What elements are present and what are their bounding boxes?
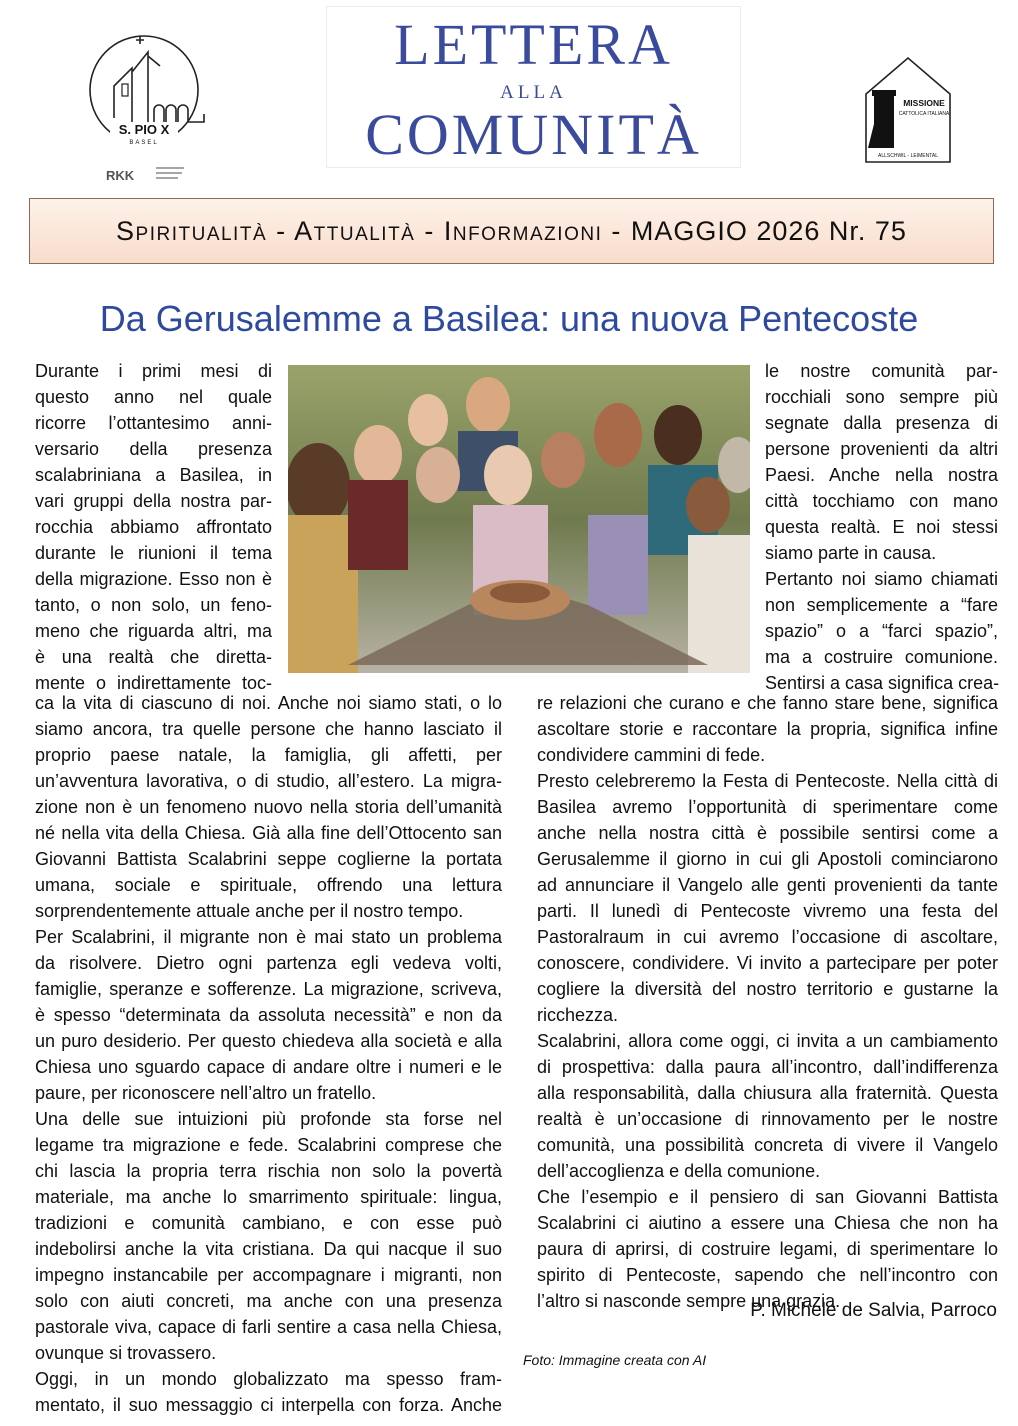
text-line: tanto, o non solo, un feno- bbox=[35, 595, 272, 615]
text-line: siamo parte in causa. bbox=[765, 543, 937, 563]
photo-caption: Foto: Immagine creata con AI bbox=[523, 1352, 707, 1368]
text-line: rocchiali sono sempre più bbox=[765, 387, 998, 407]
text-line: Basilea avremo l’opportunità di sperimentare come bbox=[537, 797, 998, 817]
text-line: zione non è un fenomeno nuovo nella storia dell’umanità bbox=[35, 797, 502, 817]
text-line: scalabriniana a Basilea, in bbox=[35, 465, 272, 485]
text-line: proprio paese natale, la famiglia, gli affetti, per bbox=[35, 745, 502, 765]
text-line: spirito di Pentecoste, sapendo che nell’incontro con bbox=[537, 1265, 998, 1285]
author-signature: P. Michele de Salvia, Parroco bbox=[750, 1300, 997, 1321]
logo-right-line2: CATTOLICA ITALIANA bbox=[898, 111, 950, 117]
text-line: è spesso “determinata da assoluta necessità” e non da bbox=[35, 1005, 502, 1025]
text-line: un puro desiderio. Per questo chiedeva alla società e alla bbox=[35, 1031, 502, 1051]
text-line: re relazioni che curano e che fanno stare bene, significa bbox=[537, 693, 998, 713]
text-line: famiglie, speranze e sofferenze. La migrazione, scriveva, bbox=[35, 979, 502, 999]
text-line: né nella vita della Chiesa. Già alla fine dell’Ottocento san bbox=[35, 823, 502, 843]
text-line: cogliere la diversità del nostro territorio e gustarne la bbox=[537, 979, 998, 999]
text-line: ad annunciare il Vangelo alle genti provenienti da tante bbox=[537, 875, 998, 895]
text-line: Sentirsi a casa significa crea- bbox=[765, 673, 1000, 693]
text-line: Pastoralraum in cui avremo l’occasione di ascoltare, bbox=[537, 927, 998, 947]
text-line: chi lascia la propria terra rischia non solo la povertà bbox=[35, 1161, 502, 1181]
masthead-line-2: ALLA bbox=[500, 82, 567, 103]
issue-banner bbox=[29, 198, 994, 264]
article-column-left-top bbox=[35, 358, 272, 696]
text-line: città tocchiamo con mano bbox=[765, 491, 998, 511]
masthead-line-3: COMUNITÀ bbox=[365, 102, 702, 167]
masthead-line-1: LETTERA bbox=[394, 12, 673, 77]
text-line: materiale, ma anche lo smarrimento spirituale: lingua, bbox=[35, 1187, 502, 1207]
text-line: anche nella nostra città è possibile sentirsi come a bbox=[537, 823, 998, 843]
article-column-left-bottom bbox=[35, 690, 502, 1418]
text-line: Scalabrini ci aiutino a essere una Chiesa che non ha bbox=[537, 1213, 998, 1233]
text-line: Scalabrini, allora come oggi, ci invita a un cambiamento bbox=[537, 1031, 998, 1051]
logo-left-name: S. PIO X bbox=[118, 122, 170, 137]
text-line: legame tra migrazione e fede. Scalabrini comprese che bbox=[35, 1135, 502, 1155]
text-line: Oggi, in un mondo globalizzato ma spesso fram- bbox=[35, 1369, 502, 1389]
text-line: segnate dalla presenza di bbox=[765, 413, 998, 433]
text-line: paure, per riconoscere nell’altro un fratello. bbox=[35, 1083, 377, 1103]
text-line: Giovanni Battista Scalabrini seppe coglierne la portata bbox=[35, 849, 502, 869]
parish-logo-s-pio-x bbox=[84, 26, 214, 186]
text-line: spazio” o a “farci spazio”, bbox=[765, 621, 998, 641]
text-line: meno che riguarda altri, ma bbox=[35, 621, 272, 641]
banner-issue: MAGGIO 2026 Nr. 75 bbox=[630, 216, 907, 246]
text-line: sorprendentemente attuale anche per il nostro tempo. bbox=[35, 901, 464, 921]
text-line: ma a costruire comunione. bbox=[765, 647, 998, 667]
text-line: pastorale viva, capace di farli sentire a casa nella Chiesa, bbox=[35, 1317, 502, 1337]
text-line: da risolvere. Dietro ogni partenza egli vedeva volti, bbox=[35, 953, 502, 973]
banner-sections: Spiritualità - Attualità - Informazioni - bbox=[116, 216, 631, 246]
text-line: Pertanto noi siamo chiamati bbox=[765, 569, 998, 589]
logo-right-line1: MISSIONE bbox=[903, 98, 945, 108]
text-line: solo con aiuti concreti, ma anche con una presenza bbox=[35, 1291, 502, 1311]
mission-logo bbox=[862, 54, 954, 166]
text-line: mentato, il suo messaggio ci interpella con forza. Anche bbox=[35, 1395, 502, 1415]
text-line: comunità, una possibilità concreta di vivere il Vangelo bbox=[537, 1135, 998, 1155]
text-line: Chiesa uno sguardo capace di andare oltre i numeri e le bbox=[35, 1057, 502, 1077]
text-line: Durante i primi mesi di bbox=[35, 361, 272, 381]
text-line: ricorre l’ottantesimo anni- bbox=[35, 413, 272, 433]
text-line: siamo ancora, tra quelle persone che hanno lasciato il bbox=[35, 719, 502, 739]
text-line: rocchia abbiamo affrontato bbox=[35, 517, 272, 537]
text-line: ca la vita di ciascuno di noi. Anche noi siamo stati, o lo bbox=[35, 693, 502, 713]
logo-right-line3: ALLSCHWIL - LEIMENTAL bbox=[877, 153, 939, 159]
text-line: è una realtà che diretta- bbox=[35, 647, 272, 667]
text-line: impegno instancabile per accompagnare i migranti, non bbox=[35, 1265, 502, 1285]
article-column-right-top bbox=[765, 358, 998, 696]
text-line: ascoltare storie e raccontare la propria, significa infine bbox=[537, 719, 998, 739]
article-headline: Da Gerusalemme a Basilea: una nuova Pentecoste bbox=[99, 298, 919, 339]
text-line: alla responsabilità, dalla chiusura alla fraternità. Questa bbox=[537, 1083, 998, 1103]
text-line: un’avventura lavorativa, o di studio, all’estero. La migra- bbox=[35, 771, 502, 791]
text-line: Per Scalabrini, il migrante non è mai stato un problema bbox=[35, 927, 502, 947]
text-line: persone provenienti da altri bbox=[765, 439, 998, 459]
community-photo bbox=[288, 365, 750, 673]
text-line: questa realtà. E noi stessi bbox=[765, 517, 998, 537]
text-line: mente o indirettamente toc- bbox=[35, 673, 272, 693]
text-line: versario della presenza bbox=[35, 439, 272, 459]
text-line: ricchezza. bbox=[537, 1005, 619, 1025]
text-line: condividere cammini di fede. bbox=[537, 745, 766, 765]
text-line: vari gruppi della nostra par- bbox=[35, 491, 272, 511]
text-line: non semplicemente a “fare bbox=[765, 595, 998, 615]
masthead bbox=[326, 6, 741, 168]
text-line: indebolirsi anche la vita cristiana. Da qui nacque il suo bbox=[35, 1239, 502, 1259]
logo-left-rkk: RKK bbox=[106, 168, 135, 183]
text-line: Che l’esempio e il pensiero di san Giovanni Battista bbox=[537, 1187, 998, 1207]
text-line: conoscere, condividere. Vi invito a partecipare per poter bbox=[537, 953, 998, 973]
text-line: l’altro si nasconde sempre una grazia. bbox=[537, 1291, 841, 1311]
text-line: ovunque si trovassero. bbox=[35, 1343, 217, 1363]
text-line: Gerusalemme il giorno in cui gli Apostoli cominciarono bbox=[537, 849, 998, 869]
text-line: parti. Il lunedì di Pentecoste vivremo una festa del bbox=[537, 901, 998, 921]
article-column-right-bottom bbox=[537, 690, 998, 1314]
text-line: dell’accoglienza e della comunione. bbox=[537, 1161, 821, 1181]
text-line: paura di aprirsi, di costruire legami, di sperimentare lo bbox=[537, 1239, 998, 1259]
text-line: realtà è un’occasione di rinnovamento per le nostre bbox=[537, 1109, 998, 1129]
text-line: della migrazione. Esso non è bbox=[35, 569, 272, 589]
text-line: tradizioni e comunità cambiano, e con esse può bbox=[35, 1213, 502, 1233]
text-line: Una delle sue intuizioni più profonde sta forse nel bbox=[35, 1109, 502, 1129]
text-line: Presto celebreremo la Festa di Pentecoste. Nella città di bbox=[537, 771, 998, 791]
text-line: le nostre comunità par- bbox=[765, 361, 998, 381]
text-line: umana, sociale e spirituale, offrendo una lettura bbox=[35, 875, 502, 895]
logo-left-city: BASEL bbox=[129, 140, 159, 146]
text-line: questo anno nel quale bbox=[35, 387, 272, 407]
text-line: Paesi. Anche nella nostra bbox=[765, 465, 998, 485]
text-line: durante le riunioni il tema bbox=[35, 543, 272, 563]
text-line: di prospettiva: dalla paura all’incontro, dall’indifferenza bbox=[537, 1057, 998, 1077]
